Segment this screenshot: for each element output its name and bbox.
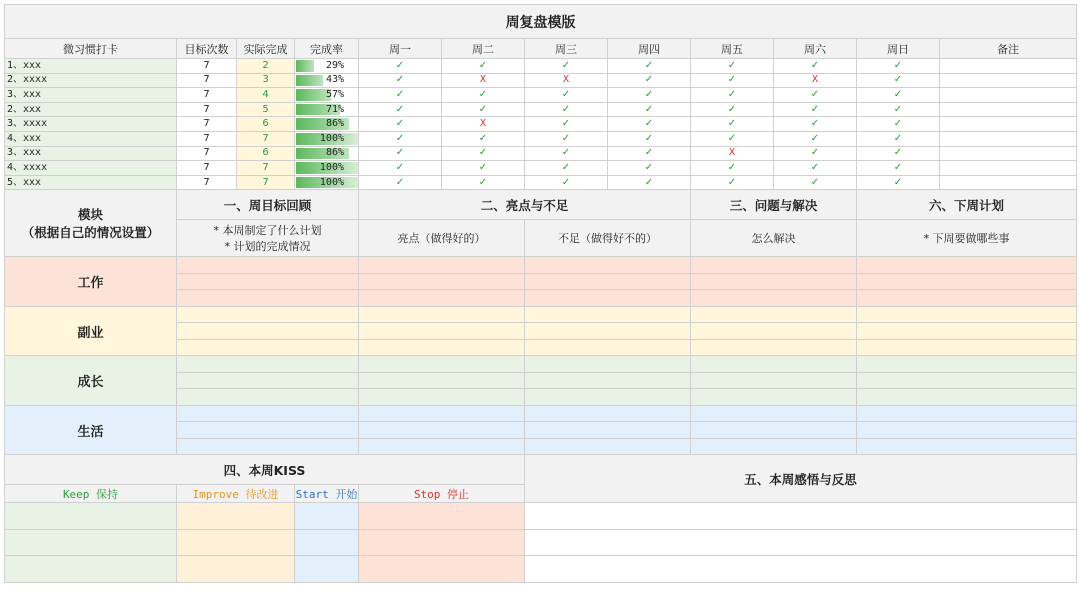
check-mark[interactable]: ✓ [608, 175, 691, 190]
category-row [5, 405, 1077, 422]
solution-input-cell[interactable] [691, 290, 857, 307]
completion-rate-text: 100% [319, 176, 344, 188]
plan-input-cell[interactable] [857, 306, 1077, 323]
header-tue: 周二 [442, 39, 525, 59]
review-input-cell[interactable] [177, 273, 359, 290]
highlight-good-input-cell[interactable] [359, 323, 525, 340]
completion-rate-cell [295, 117, 359, 132]
check-mark[interactable]: ✓ [857, 59, 940, 74]
check-mark[interactable]: ✓ [691, 59, 774, 74]
target-count[interactable]: 7 [177, 117, 237, 132]
review-line-2: * 计划的完成情况 [224, 240, 311, 254]
highlight-bad-input-cell[interactable] [525, 438, 691, 455]
header-habit: 微习惯打卡 [5, 39, 177, 59]
kiss-stop-cell[interactable] [359, 503, 525, 530]
highlight-bad-input-cell[interactable] [525, 389, 691, 406]
review-input-cell[interactable] [177, 257, 359, 274]
habit-name[interactable]: 1、xxx [5, 59, 177, 74]
completion-rate-text: 100% [319, 132, 344, 144]
check-mark[interactable]: ✓ [442, 131, 525, 146]
habit-name[interactable]: 3、xxx [5, 146, 177, 161]
plan-input-cell[interactable] [857, 389, 1077, 406]
kiss-stop-label: Stop 停止 [359, 485, 525, 503]
highlight-good-input-cell[interactable] [359, 438, 525, 455]
kiss-improve-cell[interactable] [177, 503, 295, 530]
check-mark[interactable]: ✓ [525, 59, 608, 74]
highlight-good-input-cell[interactable] [359, 422, 525, 439]
kiss-improve-cell[interactable] [177, 556, 295, 583]
check-mark[interactable]: ✓ [774, 146, 857, 161]
habit-name[interactable]: 5、xxx [5, 175, 177, 190]
header-sun: 周日 [857, 39, 940, 59]
check-mark[interactable]: ✓ [774, 88, 857, 103]
highlight-bad-input-cell[interactable] [525, 323, 691, 340]
solution-input-cell[interactable] [691, 405, 857, 422]
problems-subtitle: 怎么解决 [691, 220, 857, 257]
check-mark[interactable]: ✓ [691, 102, 774, 117]
check-mark[interactable]: ✓ [691, 175, 774, 190]
highlight-good-input-cell[interactable] [359, 306, 525, 323]
cross-mark[interactable]: X [691, 146, 774, 161]
kiss-start-cell[interactable] [295, 503, 359, 530]
solution-input-cell[interactable] [691, 306, 857, 323]
review-input-cell[interactable] [177, 422, 359, 439]
completion-rate-text: 86% [325, 147, 344, 159]
target-count[interactable]: 7 [177, 59, 237, 74]
habit-name[interactable]: 4、xxxx [5, 161, 177, 176]
kiss-keep-cell[interactable] [5, 529, 177, 556]
tracker-row [5, 117, 1077, 132]
check-mark[interactable]: ✓ [608, 88, 691, 103]
plan-input-cell[interactable] [857, 290, 1077, 307]
completion-rate-cell [295, 59, 359, 74]
check-mark[interactable]: ✓ [525, 161, 608, 176]
plan-subtitle: * 下周要做哪些事 [857, 220, 1077, 257]
check-mark[interactable]: ✓ [525, 146, 608, 161]
done-count[interactable]: 7 [237, 161, 295, 176]
plan-input-cell[interactable] [857, 257, 1077, 274]
plan-input-cell[interactable] [857, 372, 1077, 389]
kiss-improve-label: Improve 待改进 [177, 485, 295, 503]
review-input-cell[interactable] [177, 438, 359, 455]
check-mark[interactable]: ✓ [442, 161, 525, 176]
highlights-title: 二、亮点与不足 [359, 190, 691, 220]
category-row [5, 306, 1077, 323]
module-subtitle: （根据自己的情况设置） [21, 225, 160, 241]
review-subtitle-cell [177, 220, 359, 257]
review-input-cell[interactable] [177, 339, 359, 356]
review-table [4, 4, 1077, 583]
check-mark[interactable]: ✓ [691, 131, 774, 146]
check-mark[interactable]: ✓ [608, 131, 691, 146]
check-mark[interactable]: ✓ [691, 88, 774, 103]
notes-cell[interactable] [940, 117, 1077, 132]
problems-title: 三、问题与解决 [691, 190, 857, 220]
check-mark[interactable]: ✓ [442, 102, 525, 117]
target-count[interactable]: 7 [177, 102, 237, 117]
cross-mark[interactable]: X [774, 73, 857, 88]
highlight-good-input-cell[interactable] [359, 339, 525, 356]
check-mark[interactable]: ✓ [608, 146, 691, 161]
tracker-body [5, 59, 1077, 190]
completion-rate-text: 43% [325, 74, 344, 86]
check-mark[interactable]: ✓ [359, 161, 442, 176]
completion-rate-text: 29% [325, 59, 344, 71]
highlight-good-input-cell[interactable] [359, 405, 525, 422]
check-mark[interactable]: ✓ [442, 59, 525, 74]
highlight-bad-input-cell[interactable] [525, 372, 691, 389]
cross-mark[interactable]: X [442, 117, 525, 132]
done-count[interactable]: 7 [237, 131, 295, 146]
check-mark[interactable]: ✓ [608, 102, 691, 117]
completion-rate-cell [295, 102, 359, 117]
target-count[interactable]: 7 [177, 88, 237, 103]
check-mark[interactable]: ✓ [774, 131, 857, 146]
check-mark[interactable]: ✓ [608, 73, 691, 88]
check-mark[interactable]: ✓ [857, 175, 940, 190]
review-line-1: * 本周制定了什么计划 [213, 224, 322, 238]
highlight-bad-input-cell[interactable] [525, 422, 691, 439]
header-target: 目标次数 [177, 39, 237, 59]
completion-rate-cell [295, 131, 359, 146]
kiss-stop-cell[interactable] [359, 529, 525, 556]
done-count[interactable]: 3 [237, 73, 295, 88]
category-body [5, 257, 1077, 455]
plan-input-cell[interactable] [857, 273, 1077, 290]
check-mark[interactable]: ✓ [442, 175, 525, 190]
completion-rate-text: 71% [325, 103, 344, 115]
completion-rate-cell [295, 146, 359, 161]
completion-rate-bar [296, 60, 314, 72]
tracker-row [5, 146, 1077, 161]
review-input-cell[interactable] [177, 372, 359, 389]
habit-name[interactable]: 2、xxxx [5, 73, 177, 88]
header-thu: 周四 [608, 39, 691, 59]
highlight-bad-input-cell[interactable] [525, 405, 691, 422]
module-title: 模块 [77, 207, 103, 223]
tracker-row [5, 102, 1077, 117]
check-mark[interactable]: ✓ [774, 102, 857, 117]
done-count[interactable]: 2 [237, 59, 295, 74]
target-count[interactable]: 7 [177, 131, 237, 146]
kiss-title: 四、本周KISS [5, 455, 525, 485]
completion-rate-cell [295, 73, 359, 88]
highlight-good-input-cell[interactable] [359, 257, 525, 274]
notes-cell[interactable] [940, 59, 1077, 74]
kiss-keep-cell[interactable] [5, 503, 177, 530]
review-input-cell[interactable] [177, 323, 359, 340]
category-life-label: 生活 [5, 405, 177, 455]
check-mark[interactable]: ✓ [857, 131, 940, 146]
solution-input-cell[interactable] [691, 438, 857, 455]
completion-rate-text: 100% [319, 161, 344, 173]
habit-name[interactable]: 3、xxx [5, 88, 177, 103]
notes-cell[interactable] [940, 73, 1077, 88]
kiss-start-cell[interactable] [295, 556, 359, 583]
check-mark[interactable]: ✓ [359, 88, 442, 103]
plan-input-cell[interactable] [857, 339, 1077, 356]
header-rate: 完成率 [295, 39, 359, 59]
check-mark[interactable]: ✓ [359, 146, 442, 161]
plan-input-cell[interactable] [857, 323, 1077, 340]
check-mark[interactable]: ✓ [608, 59, 691, 74]
check-mark[interactable]: ✓ [857, 146, 940, 161]
check-mark[interactable]: ✓ [525, 175, 608, 190]
header-notes: 备注 [940, 39, 1077, 59]
kiss-row [5, 529, 1077, 556]
check-mark[interactable]: ✓ [857, 88, 940, 103]
review-input-cell[interactable] [177, 389, 359, 406]
check-mark[interactable]: ✓ [774, 117, 857, 132]
notes-cell[interactable] [940, 131, 1077, 146]
done-count[interactable]: 4 [237, 88, 295, 103]
category-growth-label: 成长 [5, 356, 177, 406]
tracker-row [5, 175, 1077, 190]
completion-rate-text: 86% [325, 118, 344, 130]
plan-title: 六、下周计划 [857, 190, 1077, 220]
plan-input-cell[interactable] [857, 405, 1077, 422]
target-count[interactable]: 7 [177, 161, 237, 176]
kiss-stop-cell[interactable] [359, 556, 525, 583]
header-sat: 周六 [774, 39, 857, 59]
highlight-bad-input-cell[interactable] [525, 339, 691, 356]
check-mark[interactable]: ✓ [608, 117, 691, 132]
highlight-bad-input-cell[interactable] [525, 290, 691, 307]
notes-cell[interactable] [940, 161, 1077, 176]
highlight-good-input-cell[interactable] [359, 290, 525, 307]
completion-rate-bar [296, 75, 323, 87]
tracker-row [5, 59, 1077, 74]
plan-input-cell[interactable] [857, 438, 1077, 455]
cross-mark[interactable]: X [525, 73, 608, 88]
header-wed: 周三 [525, 39, 608, 59]
review-title: 一、周目标回顾 [177, 190, 359, 220]
reflection-cell[interactable] [525, 529, 1077, 556]
check-mark[interactable]: ✓ [525, 88, 608, 103]
completion-rate-cell [295, 88, 359, 103]
reflection-cell[interactable] [525, 503, 1077, 530]
kiss-row [5, 556, 1077, 583]
page-title: 周复盘模版 [5, 5, 1077, 39]
highlight-good-input-cell[interactable] [359, 372, 525, 389]
done-count[interactable]: 6 [237, 146, 295, 161]
habit-name[interactable]: 2、xxx [5, 102, 177, 117]
category-work-label: 工作 [5, 257, 177, 307]
check-mark[interactable]: ✓ [525, 102, 608, 117]
done-count[interactable]: 5 [237, 102, 295, 117]
kiss-keep-label: Keep 保持 [5, 485, 177, 503]
notes-cell[interactable] [940, 175, 1077, 190]
highlights-bad-label: 不足（做得好不的） [525, 220, 691, 257]
check-mark[interactable]: ✓ [691, 161, 774, 176]
check-mark[interactable]: ✓ [359, 102, 442, 117]
solution-input-cell[interactable] [691, 422, 857, 439]
notes-cell[interactable] [940, 146, 1077, 161]
highlight-bad-input-cell[interactable] [525, 356, 691, 373]
category-row [5, 257, 1077, 274]
check-mark[interactable]: ✓ [857, 73, 940, 88]
notes-cell[interactable] [940, 102, 1077, 117]
solution-input-cell[interactable] [691, 257, 857, 274]
review-input-cell[interactable] [177, 356, 359, 373]
highlight-bad-input-cell[interactable] [525, 306, 691, 323]
weekly-review-sheet [4, 4, 1076, 583]
check-mark[interactable]: ✓ [857, 102, 940, 117]
solution-input-cell[interactable] [691, 356, 857, 373]
highlight-bad-input-cell[interactable] [525, 273, 691, 290]
kiss-keep-cell[interactable] [5, 556, 177, 583]
review-input-cell[interactable] [177, 290, 359, 307]
check-mark[interactable]: ✓ [774, 175, 857, 190]
solution-input-cell[interactable] [691, 273, 857, 290]
check-mark[interactable]: ✓ [525, 131, 608, 146]
check-mark[interactable]: ✓ [857, 161, 940, 176]
cross-mark[interactable]: X [442, 73, 525, 88]
check-mark[interactable]: ✓ [359, 73, 442, 88]
category-side-job-label: 副业 [5, 306, 177, 356]
kiss-body [5, 503, 1077, 583]
review-input-cell[interactable] [177, 405, 359, 422]
target-count[interactable]: 7 [177, 146, 237, 161]
notes-cell[interactable] [940, 88, 1077, 103]
tracker-row [5, 131, 1077, 146]
check-mark[interactable]: ✓ [359, 175, 442, 190]
check-mark[interactable]: ✓ [359, 59, 442, 74]
check-mark[interactable]: ✓ [774, 161, 857, 176]
highlights-good-label: 亮点（做得好的） [359, 220, 525, 257]
solution-input-cell[interactable] [691, 389, 857, 406]
check-mark[interactable]: ✓ [359, 131, 442, 146]
header-fri: 周五 [691, 39, 774, 59]
kiss-start-cell[interactable] [295, 529, 359, 556]
tracker-header-row [5, 39, 1077, 59]
target-count[interactable]: 7 [177, 73, 237, 88]
tracker-row [5, 88, 1077, 103]
done-count[interactable]: 6 [237, 117, 295, 132]
check-mark[interactable]: ✓ [359, 117, 442, 132]
habit-name[interactable]: 4、xxx [5, 131, 177, 146]
tracker-row [5, 161, 1077, 176]
completion-rate-cell [295, 161, 359, 176]
solution-input-cell[interactable] [691, 323, 857, 340]
completion-rate-cell [295, 175, 359, 190]
check-mark[interactable]: ✓ [442, 146, 525, 161]
review-input-cell[interactable] [177, 306, 359, 323]
kiss-row [5, 503, 1077, 530]
reflection-cell[interactable] [525, 556, 1077, 583]
module-header-cell [5, 190, 177, 257]
completion-rate-text: 57% [325, 88, 344, 100]
highlight-good-input-cell[interactable] [359, 273, 525, 290]
highlight-good-input-cell[interactable] [359, 389, 525, 406]
check-mark[interactable]: ✓ [442, 88, 525, 103]
check-mark[interactable]: ✓ [608, 161, 691, 176]
header-done: 实际完成 [237, 39, 295, 59]
highlight-good-input-cell[interactable] [359, 356, 525, 373]
solution-input-cell[interactable] [691, 339, 857, 356]
done-count[interactable]: 7 [237, 175, 295, 190]
plan-input-cell[interactable] [857, 356, 1077, 373]
check-mark[interactable]: ✓ [691, 73, 774, 88]
category-row [5, 356, 1077, 373]
highlight-bad-input-cell[interactable] [525, 257, 691, 274]
header-mon: 周一 [359, 39, 442, 59]
check-mark[interactable]: ✓ [525, 117, 608, 132]
solution-input-cell[interactable] [691, 372, 857, 389]
target-count[interactable]: 7 [177, 175, 237, 190]
reflection-title: 五、本周感悟与反思 [525, 455, 1077, 503]
check-mark[interactable]: ✓ [774, 59, 857, 74]
habit-name[interactable]: 3、xxxx [5, 117, 177, 132]
kiss-improve-cell[interactable] [177, 529, 295, 556]
plan-input-cell[interactable] [857, 422, 1077, 439]
kiss-start-label: Start 开始 [295, 485, 359, 503]
tracker-row [5, 73, 1077, 88]
check-mark[interactable]: ✓ [691, 117, 774, 132]
check-mark[interactable]: ✓ [857, 117, 940, 132]
